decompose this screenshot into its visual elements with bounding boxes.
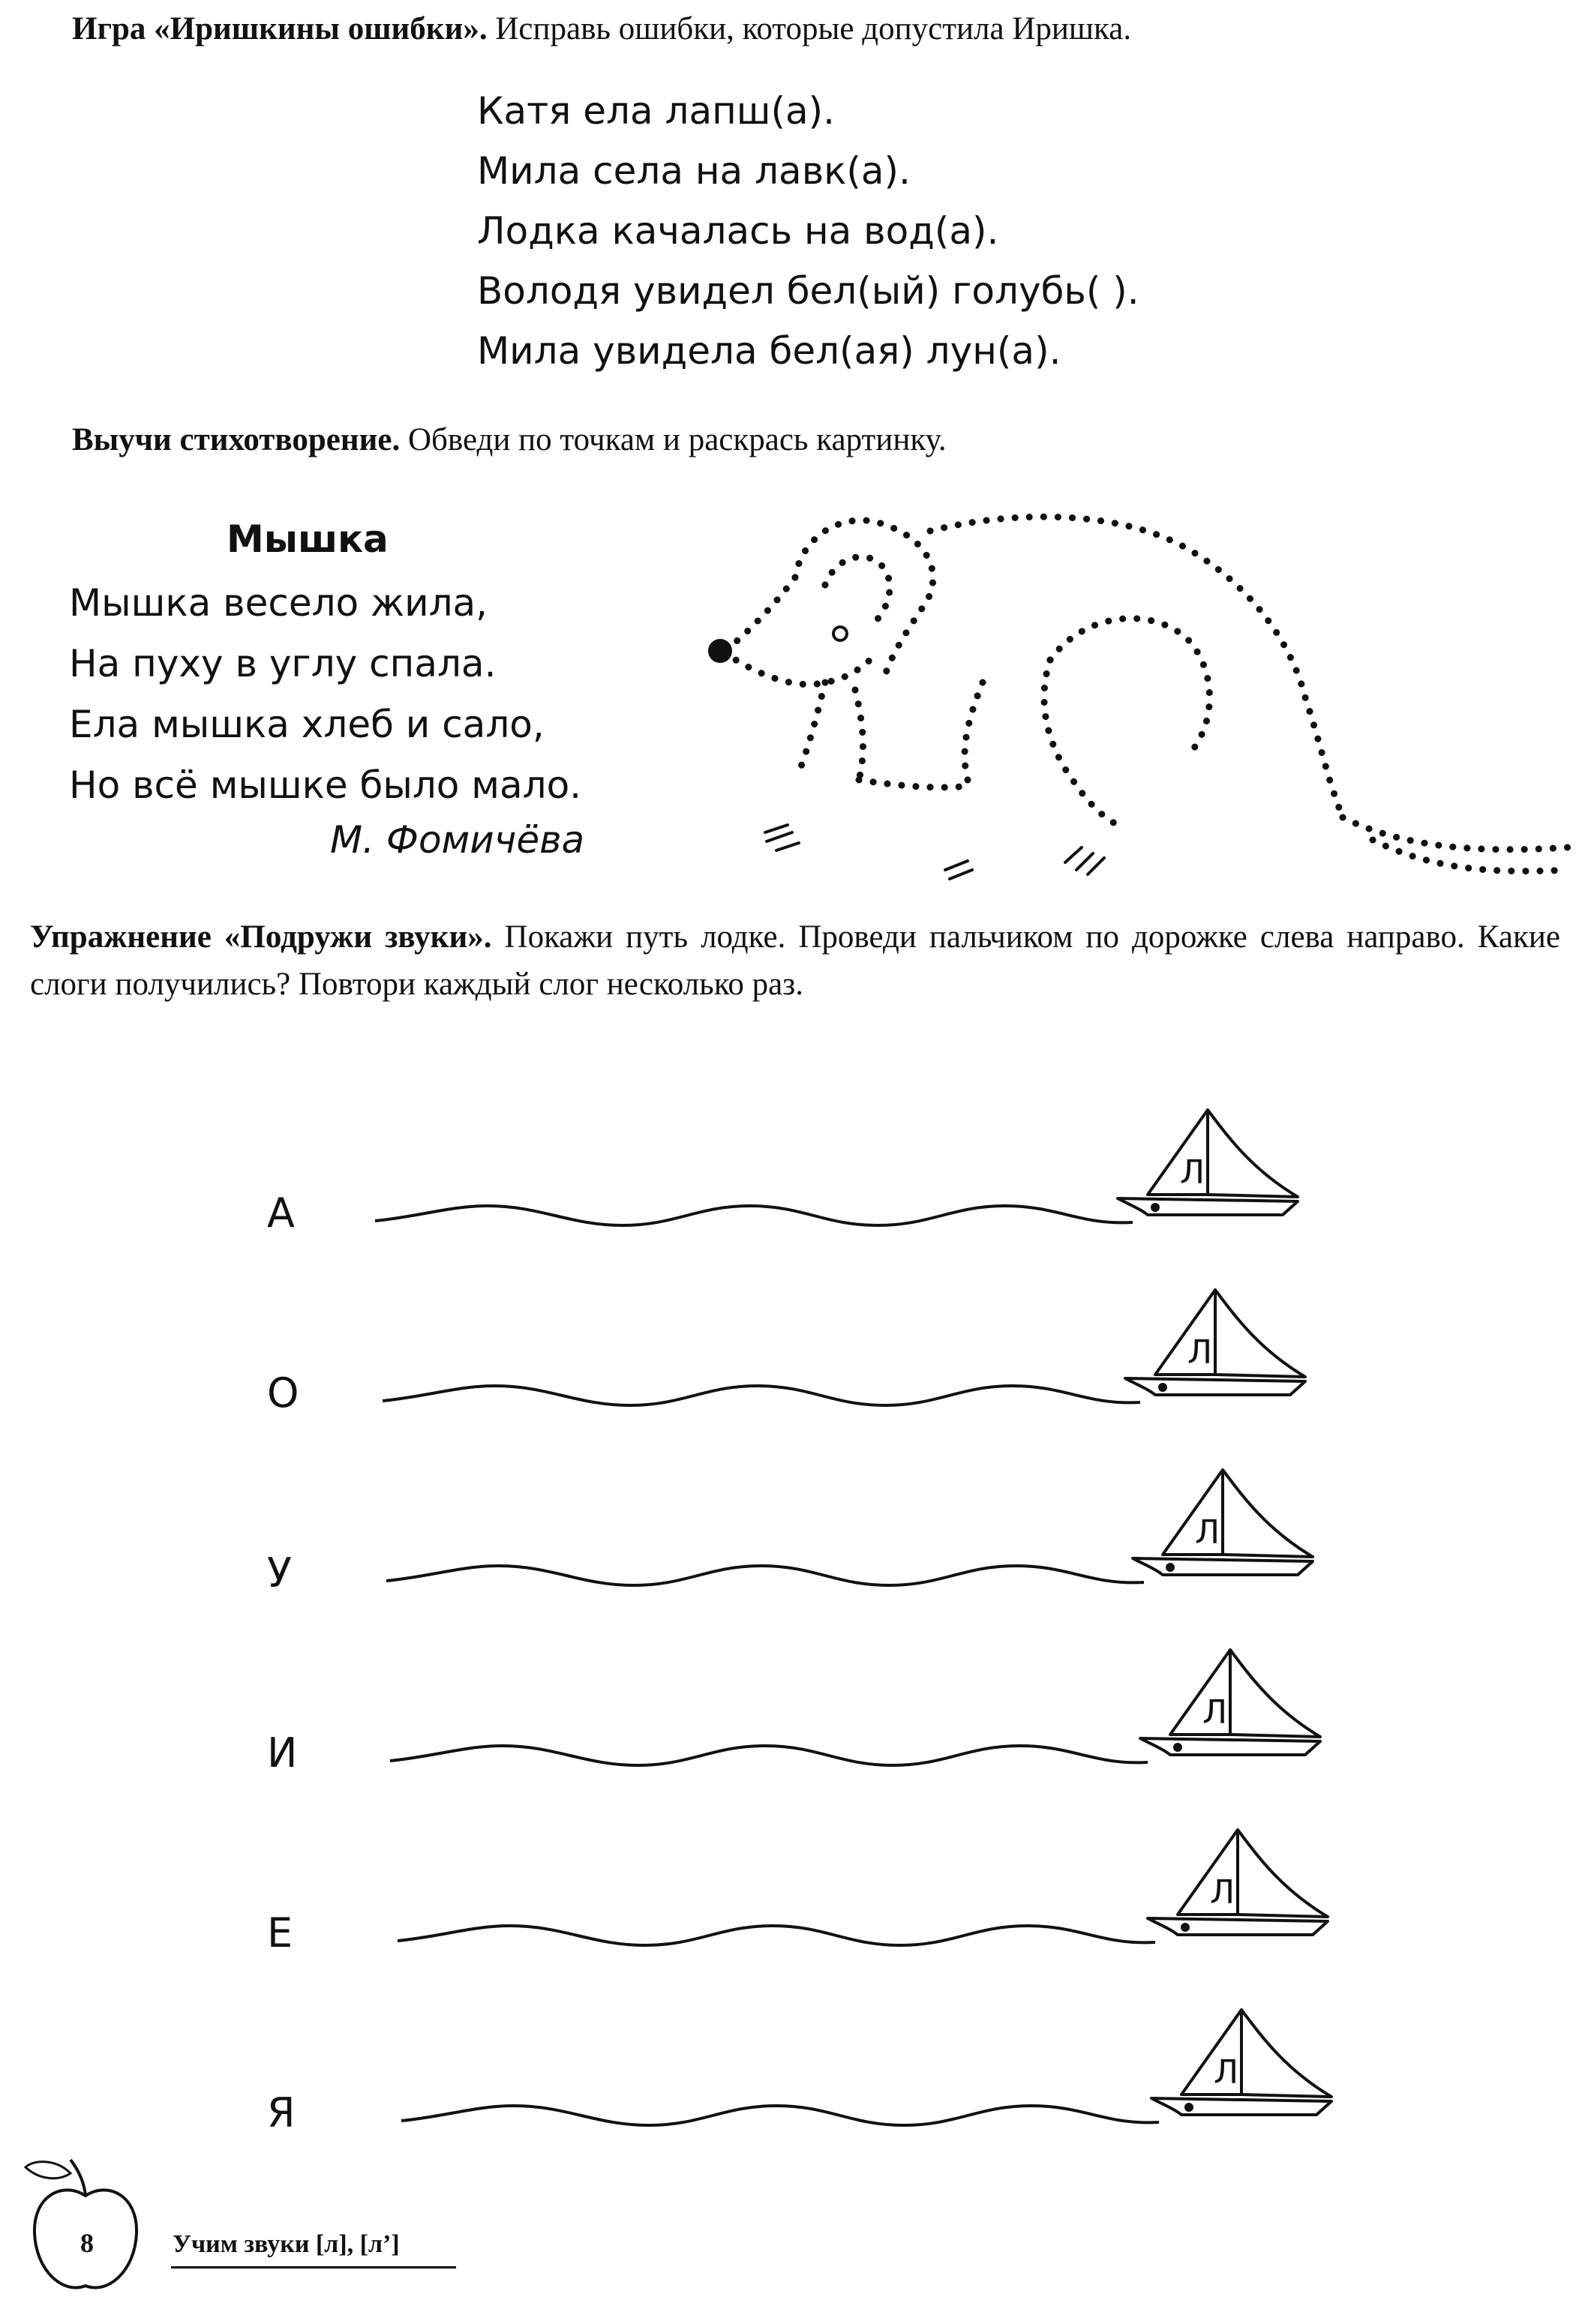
poem-author: М. Фомичёва [330, 818, 585, 862]
sentence: Мила села на лавк(а). [477, 149, 911, 193]
poem-line: Ела мышка хлеб и сало, [69, 703, 545, 746]
boat-row [0, 1087, 1588, 1267]
task-poem-text: Обведи по точкам и раскрась картинку. [408, 422, 947, 457]
boat-letter: Л [1180, 1153, 1205, 1192]
sailboat-icon[interactable] [0, 1807, 1588, 1987]
footer-underline [171, 2266, 456, 2269]
footer-title: Учим звуки [л], [л’] [173, 2230, 400, 2258]
page-number: 8 [80, 2228, 94, 2258]
boat-row [0, 1627, 1588, 1807]
sentence: Володя увидел бел(ый) голубь( ). [477, 269, 1139, 313]
vowel-letter: Е [267, 1909, 293, 1957]
poem-line: Мышка весело жила, [69, 581, 488, 625]
boat-letter: Л [1195, 1513, 1220, 1552]
sailboat-icon[interactable] [0, 1447, 1588, 1627]
poem-line: Но всё мышке было мало. [69, 763, 582, 807]
vowel-letter: А [267, 1189, 295, 1237]
vowel-letter: И [267, 1729, 298, 1777]
task-sounds-title: Упражнение «Подружи звуки». [30, 919, 492, 955]
sailboat-icon[interactable] [0, 1267, 1588, 1447]
poem-text [69, 573, 581, 816]
vowel-letter: О [267, 1369, 299, 1417]
sentence: Лодка качалась на вод(а). [477, 209, 999, 253]
poem-title: Мышка [227, 517, 389, 561]
boat-row [0, 1267, 1588, 1447]
boat-row [0, 1807, 1588, 1987]
boat-letter: Л [1210, 1873, 1235, 1912]
error-sentences [477, 81, 1139, 381]
boat-letter: Л [1187, 1333, 1213, 1372]
boat-letter: Л [1202, 1693, 1228, 1732]
task-poem-title: Выучи стихотворение. [72, 422, 401, 457]
vowel-letter: Я [267, 2089, 296, 2137]
task-sounds-instruction [30, 913, 1560, 1008]
boat-row [0, 1447, 1588, 1627]
sailboat-icon[interactable] [0, 1627, 1588, 1807]
task-poem-instruction [72, 417, 947, 463]
task-sounds-text: Покажи путь лодке. Проведи пальчиком по дорожке слева направо. Какие слоги получились? Повтори каждый слог несколько раз. [30, 919, 1560, 1002]
sentence: Катя ела лапш(а). [477, 89, 836, 133]
poem-line: На пуху в углу спала. [69, 642, 497, 685]
sailboat-icon[interactable] [0, 1087, 1588, 1267]
vowel-letter: У [267, 1549, 292, 1597]
dotted-mouse-icon[interactable] [698, 495, 1583, 900]
sentence: Мила увидела бел(ая) лун(а). [477, 329, 1061, 373]
sailboat-icon[interactable] [0, 1987, 1588, 2167]
task-game-instruction [72, 6, 1542, 52]
boat-letter: Л [1214, 2053, 1239, 2092]
task-game-text: Исправь ошибки, которые допустила Иришка. [495, 11, 1132, 46]
boat-row [0, 1987, 1588, 2167]
task-game-title: Игра «Иришкины ошибки». [72, 11, 488, 46]
